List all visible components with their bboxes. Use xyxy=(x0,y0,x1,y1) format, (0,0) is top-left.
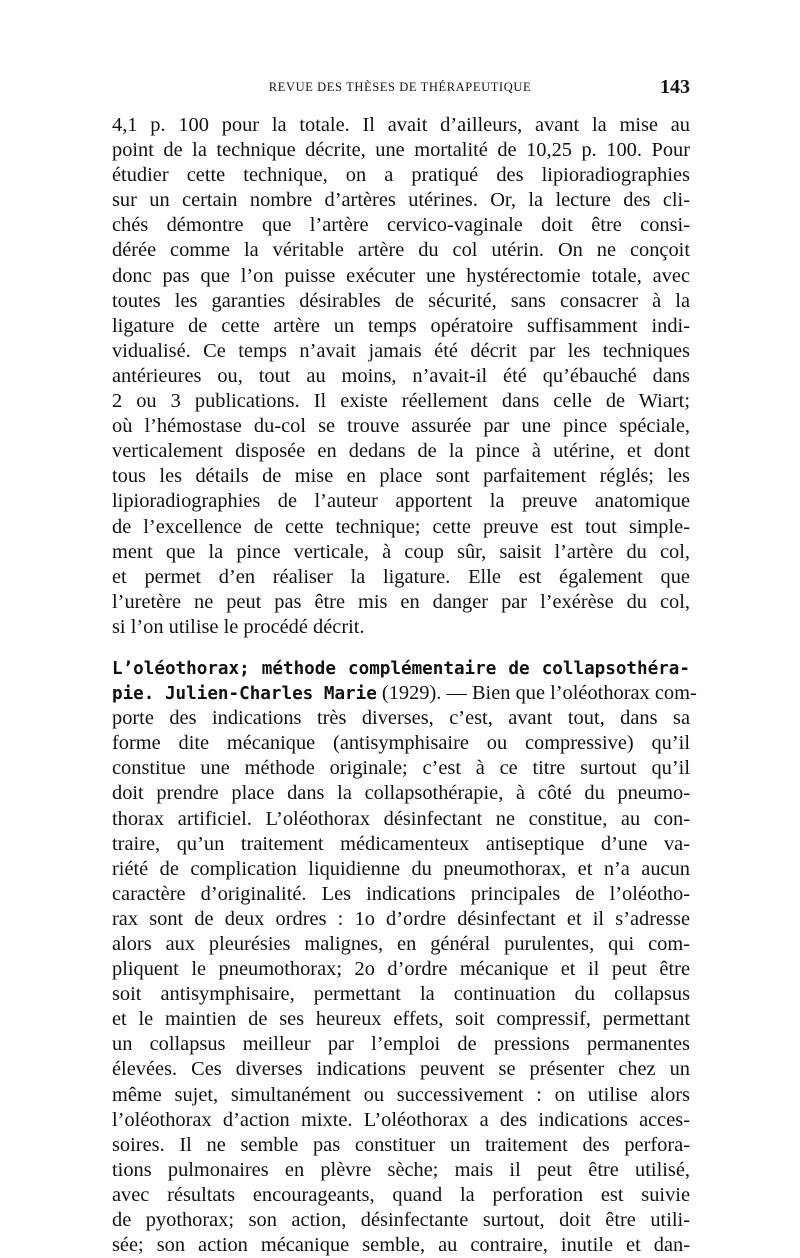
text-line: soit antisymphisaire, permettant la continuation du collapsus xyxy=(112,983,690,1006)
heading-rest: (1929). — Bien que l’oléothorax com- xyxy=(376,682,697,705)
text-line: porte des indications très diverses, c’est, avant tout, dans sa xyxy=(112,707,690,730)
text-line: élevées. Ces diverses indications peuvent se présenter chez un xyxy=(112,1058,690,1081)
text-line: lipioradiographies de l’auteur apportent la preuve anatomique xyxy=(112,490,690,513)
text-line: 4,1 p. 100 pour la totale. Il avait d’ailleurs, avant la mise au xyxy=(112,114,690,136)
text-line: et permet d’en réaliser la ligature. Elle est également que xyxy=(112,565,690,588)
text-line: constitue une méthode originale; c’est à ce titre surtout qu’il xyxy=(112,757,690,780)
text-line: caractère d’originalité. Les indications principales de l’oléotho- xyxy=(112,882,690,905)
text-line: avec résultats encourageants, quand la perforation est suivie xyxy=(112,1183,690,1206)
text-line: rax sont de deux ordres : 1o d’ordre désinfectant et il s’adresse xyxy=(112,907,690,930)
text-line: verticalement disposée en dedans de la pince à utérine, et dont xyxy=(112,440,690,463)
text-line: donc pas que l’on puisse exécuter une hystérectomie totale, avec xyxy=(112,264,690,287)
text-line: thorax artificiel. L’oléothorax désinfectant ne constitue, au con- xyxy=(112,807,690,830)
text-line: ment que la pince verticale, à coup sûr, saisit l’artère du col, xyxy=(112,540,690,563)
text-line: soires. Il ne semble pas constituer un traitement des perfora- xyxy=(112,1133,690,1156)
text-line: l’oléothorax d’action mixte. L’oléothorax a des indications acces- xyxy=(112,1108,690,1131)
text-line: l’uretère ne peut pas être mis en danger par l’exérèse du col, xyxy=(112,590,690,613)
text-line: tions pulmonaires en plèvre sèche; mais il peut être utilisé, xyxy=(112,1158,690,1181)
heading-author: pie. Julien-Charles Marie xyxy=(112,684,377,705)
text-line: étudier cette technique, on a pratiqué des lipioradiographies xyxy=(112,164,690,187)
text-line: toutes les garanties désirables de sécurité, sans consacrer à la xyxy=(112,289,690,312)
page-number: 143 xyxy=(660,76,690,98)
text-line: un collapsus meilleur par l’emploi de pressions permanentes xyxy=(112,1033,690,1056)
heading-bold-text: L’oléothorax; méthode complémentaire de collapsothéra- xyxy=(112,658,690,679)
paragraph-gap xyxy=(112,640,690,656)
text-line: alors aux pleurésies malignes, en général purulentes, qui com- xyxy=(112,933,690,955)
text-line: forme dite mécanique (antisymphisaire ou compressive) qu’il xyxy=(112,732,690,755)
text-line: vidualisé. Ce temps n’avait jamais été décrit par les techniques xyxy=(112,339,690,362)
text-line: chés démontre que l’artère cervico-vaginale doit être consi- xyxy=(112,214,690,237)
text-line: pliquent le pneumothorax; 2o d’ordre mécanique et il peut être xyxy=(112,958,690,981)
body-text xyxy=(112,113,697,1258)
text-line: 2 ou 3 publications. Il existe réellement dans celle de Wiart; xyxy=(112,390,690,413)
heading-continuation-line xyxy=(112,681,697,706)
text-line: traire, qu’un traitement médicamenteux antiseptique d’une va- xyxy=(112,832,690,855)
text-line: de pyothorax; son action, désinfectante surtout, doit être utili- xyxy=(112,1209,690,1232)
text-line: dérée comme la véritable artère du col utérin. On ne conçoit xyxy=(112,239,690,262)
text-line: doit prendre place dans la collapsothérapie, à côté du pneumo- xyxy=(112,782,690,805)
text-line: et le maintien de ses heureux effets, soit compressif, permettant xyxy=(112,1008,690,1031)
text-line: ligature de cette artère un temps opératoire suffisamment indi- xyxy=(112,314,690,337)
text-line: si l’on utilise le procédé décrit. xyxy=(112,615,365,638)
running-title: REVUE DES THÈSES DE THÉRAPEUTIQUE xyxy=(268,80,532,94)
text-line: riété de complication liquidienne du pneumothorax, et n’a aucun xyxy=(112,857,690,880)
section-heading xyxy=(112,656,690,681)
text-line: de l’excellence de cette technique; cette preuve est tout simple- xyxy=(112,515,690,538)
text-line: antérieures ou, tout au moins, n’avait-il été qu’ébauché dans xyxy=(112,364,690,387)
text-line: où l’hémostase du-col se trouve assurée par une pince spéciale, xyxy=(112,415,690,438)
text-line: même sujet, simultanément ou successivement : on utilise alors xyxy=(112,1083,690,1106)
paragraph-1 xyxy=(112,113,690,640)
text-line: tous les détails de mise en place sont parfaitement réglés; les xyxy=(112,465,690,488)
text-line: sée; son action mécanique semble, au contraire, inutile et dan- xyxy=(112,1234,690,1257)
running-head xyxy=(110,76,690,100)
text-line: point de la technique décrite, une mortalité de 10,25 p. 100. Pour xyxy=(112,139,690,162)
paragraph-2 xyxy=(112,656,697,1258)
text-line: sur un certain nombre d’artères utérines. Or, la lecture des cli- xyxy=(112,189,690,212)
